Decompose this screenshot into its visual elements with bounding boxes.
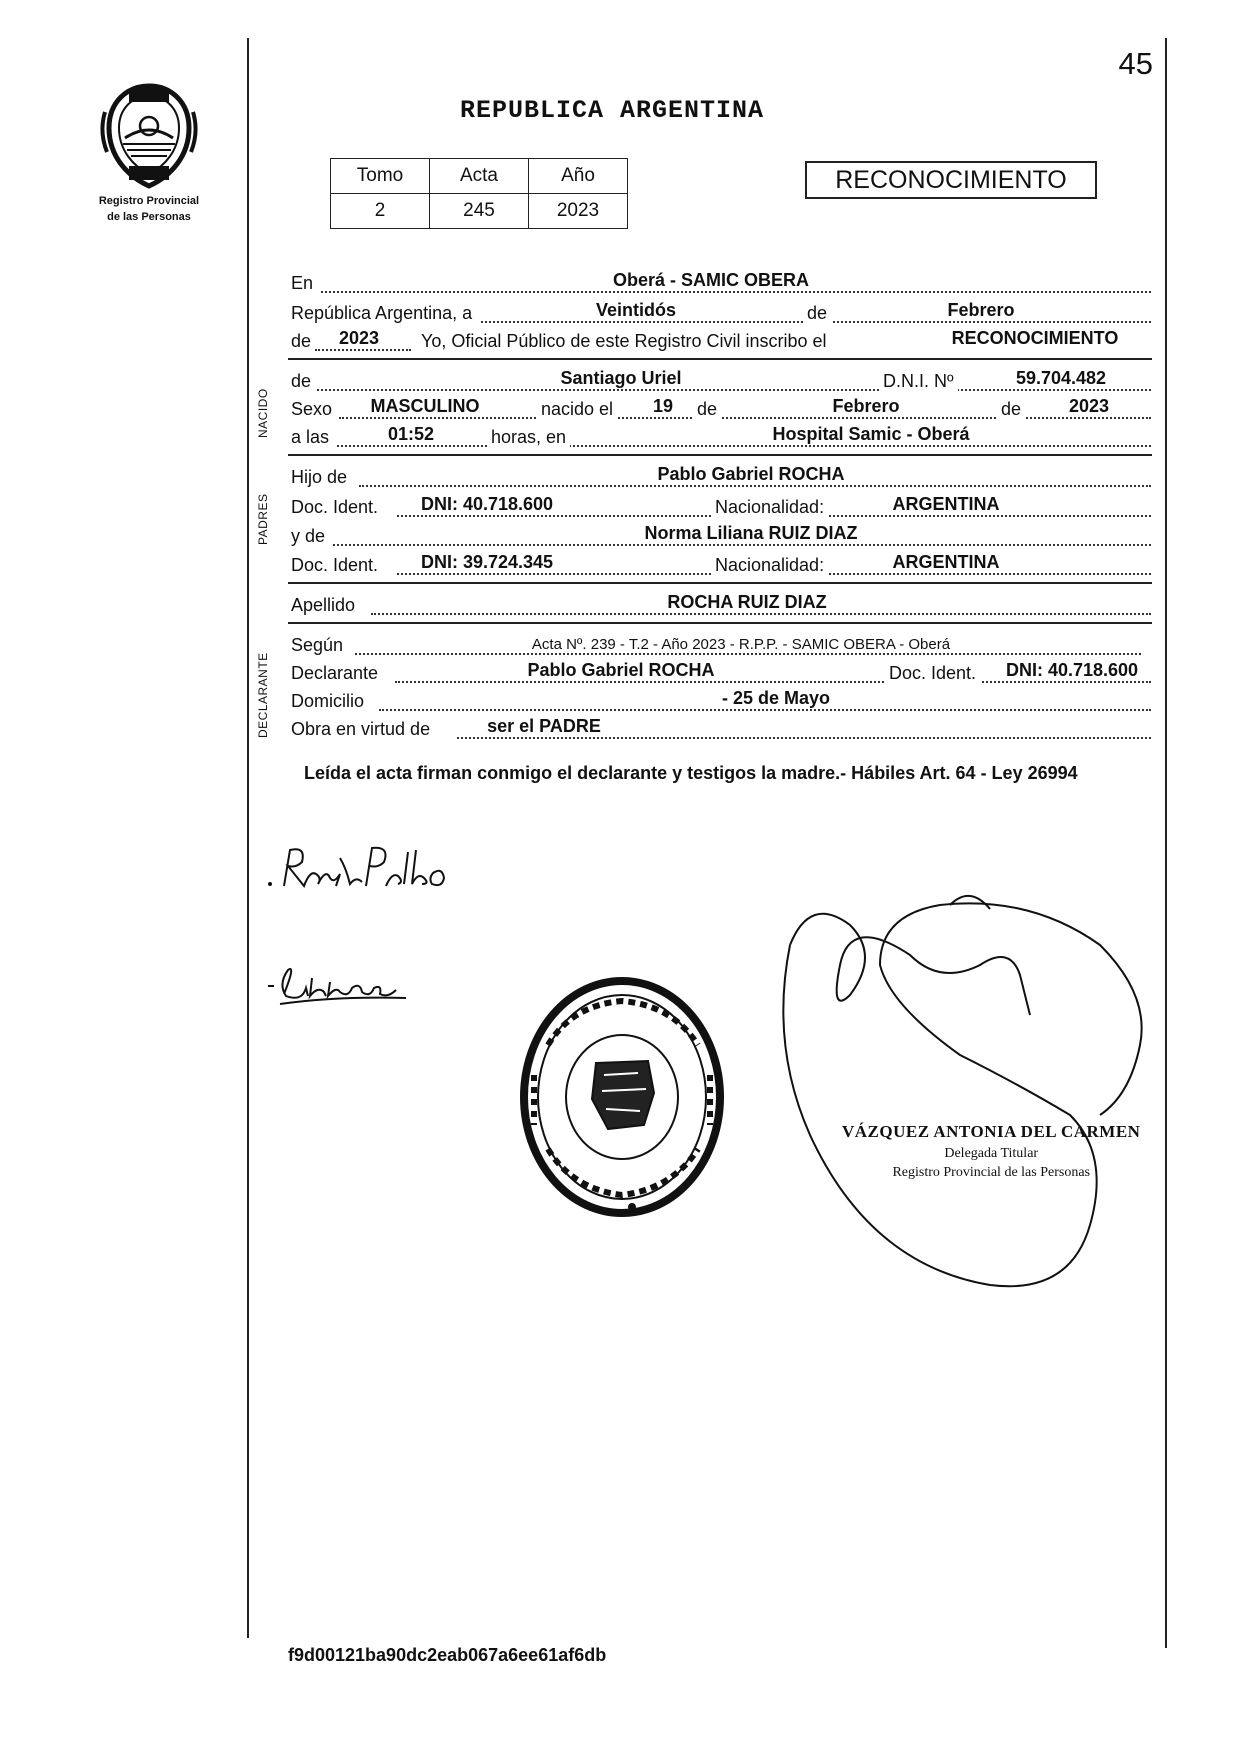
nombre-label: de xyxy=(291,371,315,392)
row-sexo xyxy=(291,396,1151,422)
official-signature-icon xyxy=(770,885,1165,1305)
right-margin-line xyxy=(1165,38,1167,1648)
fecha-label: República Argentina, a xyxy=(291,303,476,324)
side-label-padres: PADRES xyxy=(256,493,270,545)
page-number: 45 xyxy=(1118,46,1153,81)
nacido-year: 2023 xyxy=(1068,396,1110,416)
sexo-label: Sexo xyxy=(291,399,336,420)
official-block xyxy=(842,1122,1140,1181)
madre-nac-value: ARGENTINA xyxy=(892,552,1000,572)
row-apellido xyxy=(291,592,1151,618)
madre-doc-value: DNI: 39.724.345 xyxy=(420,552,554,572)
row-madre-doc xyxy=(291,552,1151,578)
dni-label: D.N.I. Nº xyxy=(879,371,958,392)
madre-label: y de xyxy=(291,526,329,547)
header-tomo: Tomo xyxy=(331,159,430,194)
sexo-value: MASCULINO xyxy=(370,396,480,416)
declarante-doc-value: DNI: 40.718.600 xyxy=(1005,660,1139,680)
hora-time: 01:52 xyxy=(387,424,435,444)
row-en xyxy=(291,270,1151,296)
padre-nac-label: Nacionalidad: xyxy=(711,497,828,518)
registry-stamp-icon xyxy=(512,975,732,1225)
hora-label: a las xyxy=(291,427,333,448)
divider-4 xyxy=(288,622,1152,624)
segun-value: Acta Nº. 239 - T.2 - Año 2023 - R.P.P. - SAMIC OBERA - Oberá xyxy=(531,636,951,653)
closing-text: Leída el acta firman conmigo el declarante y testigos la madre.- Hábiles Art. 64 - Ley 26994 xyxy=(304,763,1078,783)
side-label-nacido: NACIDO xyxy=(256,388,270,438)
header-acta: Acta xyxy=(430,159,529,194)
segun-label: Según xyxy=(291,635,347,656)
registry-logo xyxy=(88,82,210,224)
hora-mid: horas, en xyxy=(487,427,570,448)
declarante-value: Pablo Gabriel ROCHA xyxy=(527,660,715,680)
row-domicilio xyxy=(291,688,1151,714)
row-segun xyxy=(291,632,1151,658)
apellido-label: Apellido xyxy=(291,595,359,616)
row-declarante xyxy=(291,660,1151,686)
padre-label: Hijo de xyxy=(291,467,351,488)
left-margin-line xyxy=(247,38,249,1638)
row-fecha xyxy=(291,300,1151,326)
domicilio-label: Domicilio xyxy=(291,691,368,712)
hora-place: Hospital Samic - Oberá xyxy=(772,424,970,444)
divider-2 xyxy=(288,454,1152,456)
en-label: En xyxy=(291,273,317,294)
official-org: Registro Provincial de las Personas xyxy=(892,1165,1090,1180)
anio-act: RECONOCIMIENTO xyxy=(951,328,1119,348)
page-title: REPUBLICA ARGENTINA xyxy=(460,96,765,125)
declarante-doc-label: Doc. Ident. xyxy=(885,663,980,684)
row-madre xyxy=(291,523,1151,549)
domicilio-value: - 25 de Mayo xyxy=(721,688,831,708)
anio-text: Yo, Oficial Público de este Registro Civil inscribo el xyxy=(417,331,831,352)
anio-year: 2023 xyxy=(338,328,380,348)
row-anio xyxy=(291,328,1151,354)
document-hash: f9d00121ba90dc2eab067a6ee61af6db xyxy=(288,1645,607,1665)
declarant-signature-icon xyxy=(266,838,466,898)
nacido-label: nacido el xyxy=(537,399,617,420)
row-padre xyxy=(291,464,1151,490)
value-acta: 245 xyxy=(430,194,529,229)
nacido-month: Febrero xyxy=(832,396,900,416)
madre-value: Norma Liliana RUIZ DIAZ xyxy=(644,523,858,543)
logo-caption-line1: Registro Provincial xyxy=(98,195,200,207)
padre-value: Pablo Gabriel ROCHA xyxy=(657,464,845,484)
nacido-day: 19 xyxy=(652,396,674,416)
divider-1 xyxy=(288,358,1152,360)
nacido-de2: de xyxy=(997,399,1025,420)
row-obra xyxy=(291,716,1151,742)
madre-nac-label: Nacionalidad: xyxy=(711,555,828,576)
obra-label: Obra en virtud de xyxy=(291,719,434,740)
row-padre-doc xyxy=(291,494,1151,520)
divider-3 xyxy=(288,582,1152,584)
nombre-value: Santiago Uriel xyxy=(560,368,682,388)
anio-de-label: de xyxy=(291,331,315,352)
act-type-box: RECONOCIMIENTO xyxy=(805,161,1097,199)
padre-doc-value: DNI: 40.718.600 xyxy=(420,494,554,514)
padre-nac-value: ARGENTINA xyxy=(892,494,1000,514)
en-value: Oberá - SAMIC OBERA xyxy=(612,270,810,290)
apellido-value: ROCHA RUIZ DIAZ xyxy=(667,592,827,612)
nacido-de1: de xyxy=(693,399,721,420)
madre-doc-label: Doc. Ident. xyxy=(291,555,382,576)
value-tomo: 2 xyxy=(331,194,430,229)
obra-value: ser el PADRE xyxy=(487,716,601,736)
padre-doc-label: Doc. Ident. xyxy=(291,497,382,518)
header-anio: Año xyxy=(529,159,628,194)
official-name: VÁZQUEZ ANTONIA DEL CARMEN xyxy=(842,1122,1141,1141)
reference-table xyxy=(330,158,628,229)
row-nombre xyxy=(291,368,1151,394)
row-hora xyxy=(291,424,1151,450)
side-label-declarante: DECLARANTE xyxy=(256,652,270,738)
official-role: Delegada Titular xyxy=(944,1146,1039,1161)
fecha-day: Veintidós xyxy=(595,300,676,320)
misiones-seal-icon xyxy=(99,82,199,192)
declarante-label: Declarante xyxy=(291,663,382,684)
fecha-month: Febrero xyxy=(947,300,1015,320)
dni-value: 59.704.482 xyxy=(1015,368,1107,388)
value-anio: 2023 xyxy=(529,194,628,229)
logo-caption-line2: de las Personas xyxy=(107,211,191,223)
fecha-de-label: de xyxy=(803,303,831,324)
mother-signature-icon xyxy=(266,960,426,1010)
